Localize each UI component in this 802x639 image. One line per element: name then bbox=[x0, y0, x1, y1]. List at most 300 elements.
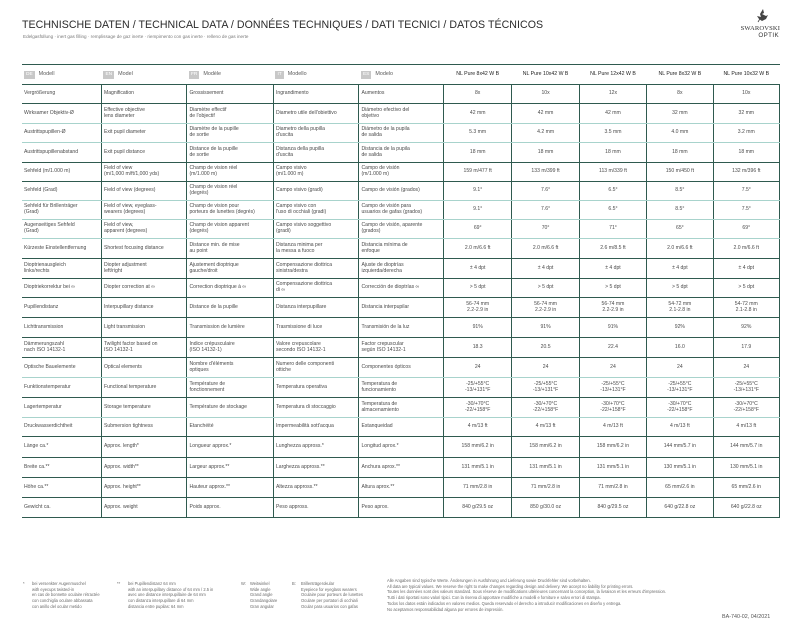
row-label-en: Field of view, eyeglass- wearers (degrees) bbox=[101, 201, 187, 220]
row-value: 71 mm/2.8 in bbox=[579, 478, 646, 498]
row-value: 2.0 m/6.6 ft bbox=[713, 239, 779, 259]
language-badge: ES bbox=[362, 71, 370, 77]
row-label-fr: Champ de vision réel (degrés) bbox=[187, 182, 274, 201]
row-label-es: Ajuste de dioptrías izquierda/derecha bbox=[359, 259, 444, 279]
row-label-en: Field of view (m/1,000 m/ft/1,000 yds) bbox=[101, 163, 187, 182]
row-label-es: Anchura aprox.** bbox=[359, 458, 444, 478]
footnote-line: Grandangolare bbox=[250, 598, 278, 604]
row-value: 71 mm/2.8 in bbox=[512, 478, 579, 498]
row-value: 132 m/396 ft bbox=[713, 163, 779, 182]
table-row bbox=[22, 298, 780, 318]
row-label-es: Aumentos bbox=[359, 85, 444, 104]
row-value: 850 g/30.0 oz bbox=[512, 498, 579, 518]
row-label-fr: Poids approx. bbox=[187, 498, 274, 518]
row-value: 2.6 m/8.5 ft bbox=[579, 239, 646, 259]
row-value: ± 4 dpt bbox=[512, 259, 579, 279]
row-value: 71° bbox=[579, 220, 646, 239]
row-label-de: Augenseitiges Sehfeld (Grad) bbox=[22, 220, 101, 239]
row-label-es: Factor crepuscular según ISO 14132-1 bbox=[359, 338, 444, 358]
row-label-es: Componentes ópticos bbox=[359, 358, 444, 378]
row-value: 22.4 bbox=[579, 338, 646, 358]
row-label-en: Approx. width** bbox=[101, 458, 187, 478]
table-row bbox=[22, 358, 780, 378]
row-value: -30/+70°C -22/+158°F bbox=[579, 398, 646, 418]
table-row bbox=[22, 163, 780, 182]
row-label-it: Ingrandimento bbox=[273, 85, 359, 104]
row-label-de: Funktionstemperatur bbox=[22, 378, 101, 398]
row-value: -25/+55°C -13/+131°F bbox=[579, 378, 646, 398]
row-label-fr: Longueur approx.* bbox=[187, 437, 274, 458]
header-language-fr bbox=[187, 65, 274, 85]
row-label-en: Approx. weight bbox=[101, 498, 187, 518]
row-label-es: Distancia interpupilar bbox=[359, 298, 444, 318]
row-label-fr: Champ de vision apparent (degrés) bbox=[187, 220, 274, 239]
table-row bbox=[22, 182, 780, 201]
footnote-mark: * bbox=[23, 581, 25, 586]
table-row bbox=[22, 418, 780, 437]
row-label-fr: Largeur approx.** bbox=[187, 458, 274, 478]
row-value: 150 m/450 ft bbox=[647, 163, 713, 182]
row-label-it: Temperatura operativa bbox=[273, 378, 359, 398]
row-value: 65° bbox=[647, 220, 713, 239]
footnote-line: Eyepiece for eyeglass wearers bbox=[301, 586, 357, 592]
row-label-en: Light transmission bbox=[101, 318, 187, 338]
language-model-label: Modelo bbox=[375, 70, 394, 77]
row-label-it: Impermeabilità sott'acqua bbox=[273, 418, 359, 437]
row-label-it: Temperatura di stoccaggio bbox=[273, 398, 359, 418]
footnote-line: Oculare per portatori di occhiali bbox=[301, 598, 358, 604]
footnote-line: Brillenträgerokular bbox=[301, 581, 335, 586]
row-label-it: Compensazione diottrica di ∞ bbox=[273, 279, 359, 298]
page-title: TECHNISCHE DATEN / TECHNICAL DATA / DONNÉES TECHNIQUES / DATI TECNICI / DATOS TÉCNICOS bbox=[22, 19, 544, 31]
footnote-line: distancia entre pupilas: 64 mm bbox=[128, 603, 184, 609]
row-label-es: Distancia de la pupila de salida bbox=[359, 143, 444, 163]
table-row bbox=[22, 259, 780, 279]
footnote-line: con distanza interpupillare di 64 mm bbox=[128, 598, 194, 604]
row-label-de: Dämmerungszahl nach ISO 14132-1 bbox=[22, 338, 101, 358]
row-label-de: Sehfeld (m/1.000 m) bbox=[22, 163, 101, 182]
row-value: 18 mm bbox=[713, 143, 779, 163]
footnote-line: Wide angle bbox=[250, 586, 271, 592]
row-label-es: Peso aprox. bbox=[359, 498, 444, 518]
table-header-row bbox=[22, 65, 780, 85]
row-label-it: Distanza della pupilla d'uscita bbox=[273, 143, 359, 163]
row-label-de: Wirksamer Objektiv-Ø bbox=[22, 104, 101, 124]
row-value: -25/+55°C -13/+131°F bbox=[713, 378, 779, 398]
row-value: 4 m/13 ft bbox=[579, 418, 646, 437]
footnote-mark: B: bbox=[292, 581, 296, 586]
row-label-it: Campo visivo (m/1.000 m) bbox=[273, 163, 359, 182]
row-value: 24 bbox=[647, 358, 713, 378]
logo-text-swarovski: SWAROVSKI bbox=[740, 25, 780, 32]
footnote-w bbox=[241, 581, 277, 610]
footnote-text bbox=[250, 581, 277, 610]
row-value: > 5 dpt bbox=[512, 279, 579, 298]
row-value: -25/+55°C -13/+131°F bbox=[443, 378, 511, 398]
row-label-en: Interpupillary distance bbox=[101, 298, 187, 318]
row-value: 113 m/339 ft bbox=[579, 163, 646, 182]
row-label-en: Field of view, apparent (degrees) bbox=[101, 220, 187, 239]
row-value: -30/+70°C -22/+158°F bbox=[443, 398, 511, 418]
row-value: 4 m/13 ft bbox=[713, 418, 779, 437]
row-label-it: Campo visivo soggettivo (gradi) bbox=[273, 220, 359, 239]
footnote-line: Todos los datos están indicados en valores medios. Queda reservado el derecho a introducir modificaciones en diseño y entrega. bbox=[387, 600, 622, 606]
row-label-fr: Hauteur approx.** bbox=[187, 478, 274, 498]
row-label-de: Vergrößerung bbox=[22, 85, 101, 104]
row-label-de: Lichttransmission bbox=[22, 318, 101, 338]
row-value: 6.5° bbox=[579, 201, 646, 220]
row-label-fr: Température de fonctionnement bbox=[187, 378, 274, 398]
row-value: 7.6° bbox=[512, 201, 579, 220]
brand-logo bbox=[730, 8, 782, 52]
row-value: 18 mm bbox=[647, 143, 713, 163]
row-value: > 5 dpt bbox=[443, 279, 511, 298]
row-value: 4 m/13 ft bbox=[647, 418, 713, 437]
row-label-es: Longitud aprox.* bbox=[359, 437, 444, 458]
row-value: 130 mm/5.1 in bbox=[647, 458, 713, 478]
row-value: 42 mm bbox=[512, 104, 579, 124]
row-value: 10x bbox=[713, 85, 779, 104]
table-row bbox=[22, 143, 780, 163]
row-value: 65 mm/2.6 in bbox=[713, 478, 779, 498]
row-value: ± 4 dpt bbox=[443, 259, 511, 279]
row-label-fr: Champ de vision réel (m/1.000 m) bbox=[187, 163, 274, 182]
row-value: 9.1° bbox=[443, 182, 511, 201]
row-label-en: Diopter correction at ∞ bbox=[101, 279, 187, 298]
footnote-line: con conchiglia oculare abbassata bbox=[32, 598, 93, 604]
table-row bbox=[22, 478, 780, 498]
row-value: 16.0 bbox=[647, 338, 713, 358]
row-value: -30/+70°C -22/+158°F bbox=[512, 398, 579, 418]
row-label-it: Larghezza appross.** bbox=[273, 458, 359, 478]
language-model-label: Model bbox=[118, 70, 133, 77]
footnote-mark: ** bbox=[117, 581, 121, 586]
row-value: 65 mm/2.6 in bbox=[647, 478, 713, 498]
row-value: 6.5° bbox=[579, 182, 646, 201]
language-model-label: Modèle bbox=[203, 70, 222, 77]
row-value: 4.2 mm bbox=[512, 124, 579, 143]
header-model: NL Pure 8x42 W B bbox=[443, 65, 511, 85]
row-label-es: Campo de visión (m/1.000 m) bbox=[359, 163, 444, 182]
row-label-de: Gewicht ca. bbox=[22, 498, 101, 518]
row-value: 8.5° bbox=[647, 182, 713, 201]
row-value: 130 mm/5.1 in bbox=[713, 458, 779, 478]
row-value: 24 bbox=[579, 358, 646, 378]
disclaimer-text bbox=[387, 578, 666, 612]
row-value: 131 mm/5.1 in bbox=[579, 458, 646, 478]
footnote-asterisk bbox=[23, 581, 100, 610]
table-row bbox=[22, 338, 780, 358]
document-id: BA-740-02, 04/2021 bbox=[722, 614, 771, 620]
table-row bbox=[22, 378, 780, 398]
row-value: 8x bbox=[647, 85, 713, 104]
row-value: 69° bbox=[443, 220, 511, 239]
footnote-line: Weitwinkel bbox=[250, 581, 270, 586]
row-value: 2.0 m/6.6 ft bbox=[512, 239, 579, 259]
header-language-es bbox=[359, 65, 444, 85]
language-model-label: Modell bbox=[38, 70, 55, 77]
footnote-line: Grand angle bbox=[250, 592, 273, 598]
footnote-line: Oculaire pour porteurs de lunettes bbox=[301, 592, 363, 598]
row-value: 158 mm/6.2 in bbox=[579, 437, 646, 458]
header-language-en bbox=[101, 65, 187, 85]
technical-data-table bbox=[22, 64, 780, 518]
row-value: 20.5 bbox=[512, 338, 579, 358]
row-value: 69° bbox=[713, 220, 779, 239]
row-label-it: Numero delle componenti ottiche bbox=[273, 358, 359, 378]
row-label-it: Distanza interpupillare bbox=[273, 298, 359, 318]
page-subtitle: Edelgasfüllung · inert gas filling · remplissage de gaz inerte · riempimento con gas inerte · relleno de gas inerte bbox=[23, 34, 249, 39]
table-row bbox=[22, 279, 780, 298]
row-value: 18 mm bbox=[579, 143, 646, 163]
row-label-es: Diámetro efectivo del objetivo bbox=[359, 104, 444, 124]
row-value: > 5 dpt bbox=[579, 279, 646, 298]
row-value: 2.0 m/6.6 ft bbox=[443, 239, 511, 259]
row-value: 71 mm/2.8 in bbox=[443, 478, 511, 498]
row-value: 10x bbox=[512, 85, 579, 104]
row-label-de: Höhe ca.** bbox=[22, 478, 101, 498]
table-row bbox=[22, 220, 780, 239]
table-row bbox=[22, 458, 780, 478]
row-value: 640 g/22.8 oz bbox=[713, 498, 779, 518]
row-label-de: Optische Bauelemente bbox=[22, 358, 101, 378]
row-label-fr: Grossissement bbox=[187, 85, 274, 104]
row-label-it: Campo visivo con l'uso di occhiali (gradi) bbox=[273, 201, 359, 220]
row-value: 91% bbox=[443, 318, 511, 338]
row-label-en: Approx. length* bbox=[101, 437, 187, 458]
row-value: 42 mm bbox=[443, 104, 511, 124]
row-label-en: Approx. height** bbox=[101, 478, 187, 498]
row-value: 42 mm bbox=[579, 104, 646, 124]
row-value: > 5 dpt bbox=[647, 279, 713, 298]
row-label-fr: Ajustement dioptrique gauche/droit bbox=[187, 259, 274, 279]
table-row bbox=[22, 85, 780, 104]
row-label-en: Optical elements bbox=[101, 358, 187, 378]
row-value: 24 bbox=[443, 358, 511, 378]
footnote-line: Alle Angaben sind typische Werte. Änderungen in Ausführung und Lieferung sowie Druckfehler sind vorbehalten. bbox=[387, 578, 591, 583]
row-value: 3.5 mm bbox=[579, 124, 646, 143]
row-label-fr: Diamètre de la pupille de sortie bbox=[187, 124, 274, 143]
row-label-de: Austrittspupillenabstand bbox=[22, 143, 101, 163]
row-value: 54-72 mm 2.1-2.8 in bbox=[647, 298, 713, 318]
row-label-de: Breite ca.** bbox=[22, 458, 101, 478]
row-label-fr: Etanchéité bbox=[187, 418, 274, 437]
row-label-en: Diopter adjustment left/right bbox=[101, 259, 187, 279]
row-label-fr: Indice crépusculaire (ISO 14132-1) bbox=[187, 338, 274, 358]
footnote-line: en cas de bonnette oculaire rétractée bbox=[32, 592, 100, 598]
row-label-es: Campo de visión, aparente (grados) bbox=[359, 220, 444, 239]
row-label-it: Lunghezza appross.* bbox=[273, 437, 359, 458]
row-value: 12x bbox=[579, 85, 646, 104]
footnote-line: with an interpupillary distance of 64 mm / 2.5 in bbox=[128, 586, 214, 592]
row-value: 131 mm/5.1 in bbox=[512, 458, 579, 478]
row-value: 91% bbox=[512, 318, 579, 338]
row-value: 3.2 mm bbox=[713, 124, 779, 143]
header-model: NL Pure 12x42 W B bbox=[579, 65, 646, 85]
row-label-en: Twilight factor based on ISO 14132-1 bbox=[101, 338, 187, 358]
row-label-de: Lagertemperatur bbox=[22, 398, 101, 418]
row-label-de: Pupillendistanz bbox=[22, 298, 101, 318]
language-badge: DE bbox=[26, 71, 33, 77]
row-label-en: Magnification bbox=[101, 85, 187, 104]
footnote-line: bei versenkter Augenmuschel bbox=[32, 581, 86, 586]
row-value: ± 4 dpt bbox=[579, 259, 646, 279]
row-label-es: Altura aprox.** bbox=[359, 478, 444, 498]
row-value: 7.6° bbox=[512, 182, 579, 201]
row-label-es: Estanqueidad bbox=[359, 418, 444, 437]
row-label-it: Distanza minima per la messa a fuoco bbox=[273, 239, 359, 259]
footnote-double-asterisk bbox=[117, 581, 213, 610]
row-label-es: Temperatura de funcionamiento bbox=[359, 378, 444, 398]
row-label-en: Field of view (degrees) bbox=[101, 182, 187, 201]
row-value: ± 4 dpt bbox=[647, 259, 713, 279]
swan-icon bbox=[754, 8, 770, 24]
row-label-de: Dioptriekorrektur bei ∞ bbox=[22, 279, 101, 298]
table-row bbox=[22, 437, 780, 458]
row-label-en: Storage temperature bbox=[101, 398, 187, 418]
row-value: -30/+70°C -22/+158°F bbox=[713, 398, 779, 418]
row-label-fr: Distance de la pupille bbox=[187, 298, 274, 318]
row-value: 158 mm/6.2 in bbox=[512, 437, 579, 458]
row-value: 640 g/22.8 oz bbox=[647, 498, 713, 518]
row-label-fr: Température de stockage bbox=[187, 398, 274, 418]
row-label-it: Trasmissione di luce bbox=[273, 318, 359, 338]
footnote-mark: W: bbox=[241, 581, 246, 586]
table-row bbox=[22, 104, 780, 124]
row-value: -25/+55°C -13/+131°F bbox=[647, 378, 713, 398]
row-value: 4 m/13 ft bbox=[512, 418, 579, 437]
row-label-it: Peso appross. bbox=[273, 498, 359, 518]
footnote-line: Ocular para usuarios con gafas bbox=[301, 603, 358, 609]
table-row bbox=[22, 239, 780, 259]
footnote-line: bei Pupillendistanz 64 mm bbox=[128, 581, 176, 586]
row-label-de: Austrittspupillen-Ø bbox=[22, 124, 101, 143]
row-value: 8x bbox=[443, 85, 511, 104]
row-value: 159 m/477 ft bbox=[443, 163, 511, 182]
row-value: -25/+55°C -13/+131°F bbox=[512, 378, 579, 398]
row-value: 144 mm/5.7 in bbox=[713, 437, 779, 458]
language-badge: IT bbox=[277, 71, 282, 77]
footnote-line: Gran angular bbox=[250, 603, 274, 609]
table-row bbox=[22, 201, 780, 220]
row-label-en: Shortest focusing distance bbox=[101, 239, 187, 259]
row-value: 131 mm/5.1 in bbox=[443, 458, 511, 478]
row-value: 7.5° bbox=[713, 182, 779, 201]
row-value: 144 mm/5.7 in bbox=[647, 437, 713, 458]
footnote-line: avec une distance interpupillaire de 64 mm bbox=[128, 592, 206, 598]
row-label-es: Distancia mínima de enfoque bbox=[359, 239, 444, 259]
row-label-fr: Transmission de lumière bbox=[187, 318, 274, 338]
row-value: 92% bbox=[713, 318, 779, 338]
row-label-it: Campo visivo (gradi) bbox=[273, 182, 359, 201]
footnote-line: Toutes les données sont des valeurs standard. Sous réserve de modifications ultérieures concernant la conception, la livraison et les erreurs d'impression. bbox=[387, 589, 667, 595]
row-label-en: Functional temperature bbox=[101, 378, 187, 398]
row-value: 70° bbox=[512, 220, 579, 239]
row-label-fr: Nombre d'éléments optiques bbox=[187, 358, 274, 378]
footnote-line: with eyecups twisted-in bbox=[32, 586, 75, 592]
row-value: 7.5° bbox=[713, 201, 779, 220]
row-label-es: Transmisión de la luz bbox=[359, 318, 444, 338]
row-value: 91% bbox=[579, 318, 646, 338]
row-value: > 5 dpt bbox=[713, 279, 779, 298]
footnote-b bbox=[292, 581, 363, 610]
footnote-line: All data are typical values. We reserve the right to make changes regarding design and delivery. We accept no liability for printing errors. bbox=[387, 583, 634, 589]
row-label-es: Campo de visión para usuarios de gafas (grados) bbox=[359, 201, 444, 220]
row-value: 840 g/29.5 oz bbox=[443, 498, 511, 518]
language-model-label: Modello bbox=[287, 70, 307, 77]
header-language-de bbox=[22, 65, 101, 85]
row-value: 18 mm bbox=[443, 143, 511, 163]
row-value: 24 bbox=[512, 358, 579, 378]
footnote-text bbox=[32, 581, 100, 610]
row-label-de: Kürzeste Einstellentfernung bbox=[22, 239, 101, 259]
row-value: 840 g/29.5 oz bbox=[579, 498, 646, 518]
row-value: 158 mm/6.2 in bbox=[443, 437, 511, 458]
table-row bbox=[22, 498, 780, 518]
row-value: 24 bbox=[713, 358, 779, 378]
row-label-de: Sehfeld für Brillenträger (Grad) bbox=[22, 201, 101, 220]
table-row bbox=[22, 318, 780, 338]
row-value: 18 mm bbox=[512, 143, 579, 163]
row-value: 32 mm bbox=[647, 104, 713, 124]
table-row bbox=[22, 398, 780, 418]
footnote-text bbox=[301, 581, 363, 610]
row-value: 2.0 m/6.6 ft bbox=[647, 239, 713, 259]
row-label-es: Diámetro de la pupila de salida bbox=[359, 124, 444, 143]
row-value: 4.0 mm bbox=[647, 124, 713, 143]
row-label-it: Diametro della pupilla d'uscita bbox=[273, 124, 359, 143]
row-label-en: Effective objective lens diameter bbox=[101, 104, 187, 124]
row-value: 9.1° bbox=[443, 201, 511, 220]
row-value: 133 m/399 ft bbox=[512, 163, 579, 182]
row-label-de: Sehfeld (Grad) bbox=[22, 182, 101, 201]
row-label-de: Länge ca.* bbox=[22, 437, 101, 458]
row-label-it: Compensazione diottrica sinistra/destra bbox=[273, 259, 359, 279]
row-label-es: Campo de visión (grados) bbox=[359, 182, 444, 201]
footnote-line: No aceptamos responsabilidad alguna por errores de impresión. bbox=[387, 606, 504, 612]
row-value: 4 m/13 ft bbox=[443, 418, 511, 437]
row-label-es: Temperatura de almacenamiento bbox=[359, 398, 444, 418]
row-value: -30/+70°C -22/+158°F bbox=[647, 398, 713, 418]
disclaimer bbox=[387, 578, 666, 612]
table-row bbox=[22, 124, 780, 143]
header-model: NL Pure 10x42 W B bbox=[512, 65, 579, 85]
row-label-fr: Diamètre effectif de l'objectif bbox=[187, 104, 274, 124]
language-badge: EN bbox=[105, 71, 113, 77]
row-value: 18.3 bbox=[443, 338, 511, 358]
row-label-fr: Champ de vision pour porteurs de lunettes (degrés) bbox=[187, 201, 274, 220]
language-badge: FR bbox=[190, 71, 198, 77]
row-value: 56-74 mm 2.2-2.9 in bbox=[579, 298, 646, 318]
row-label-fr: Correction dioptrique à ∞ bbox=[187, 279, 274, 298]
logo-text-optik: OPTIK bbox=[758, 32, 779, 39]
row-value: 5.3 mm bbox=[443, 124, 511, 143]
footnote-text bbox=[128, 581, 213, 610]
row-label-de: Dioptrienausgleich links/rechts bbox=[22, 259, 101, 279]
row-label-it: Valore crepuscolare secondo ISO 14132-1 bbox=[273, 338, 359, 358]
row-value: ± 4 dpt bbox=[713, 259, 779, 279]
row-label-it: Diametro utile dell'obiettivo bbox=[273, 104, 359, 124]
row-value: 17.9 bbox=[713, 338, 779, 358]
row-value: 32 mm bbox=[713, 104, 779, 124]
row-value: 56-74 mm 2.2-2.9 in bbox=[512, 298, 579, 318]
row-label-en: Submersion tightness bbox=[101, 418, 187, 437]
row-label-en: Exit pupil diameter bbox=[101, 124, 187, 143]
header-model: NL Pure 8x32 W B bbox=[647, 65, 713, 85]
row-value: 54-72 mm 2.1-2.8 in bbox=[713, 298, 779, 318]
footnote-line: Tutti i dati riportati sono valori tipici. Con la riserva di apportare modifiche a modelli e forniture e salvo errori di stampa. bbox=[387, 595, 601, 601]
row-label-fr: Distance min. de mise au point bbox=[187, 239, 274, 259]
